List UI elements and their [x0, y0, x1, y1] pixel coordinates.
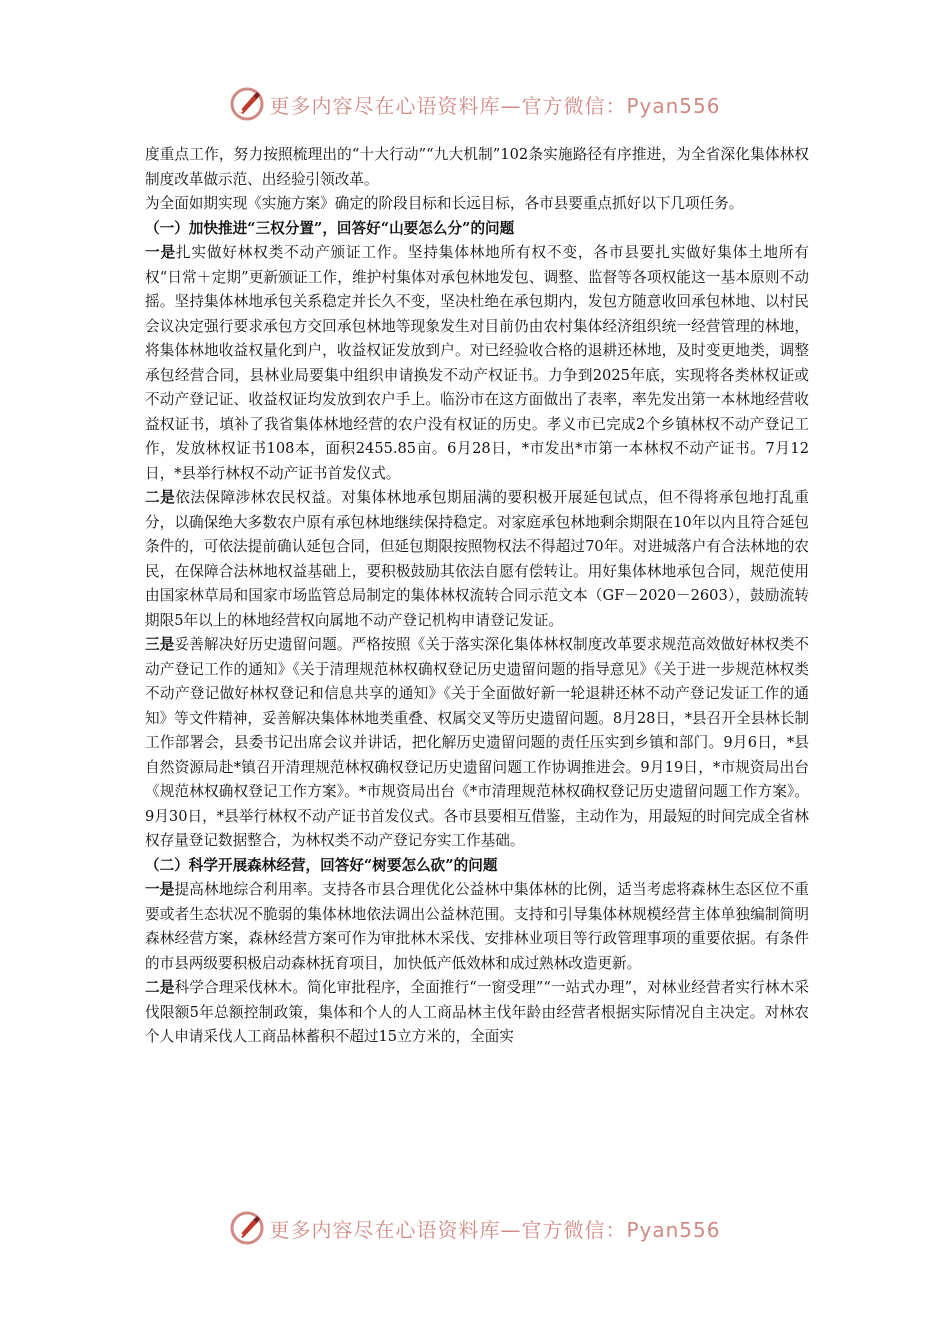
paragraph-text: 依法保障涉林农民权益。对集体林地承包期届满的要积极开展延包试点，但不得将承包地打乱重分，以确保绝大多数农户原有承包林地继续保持稳定。对家庭承包林地剩余期限在10年以内且符合延包条件的，可依法提前确认延包合同，但延包期限按照物权法不得超过70年。对进城落户有合法林地的农民，在保障合法林地权益基础上，要积极鼓励其依法自愿有偿转让。用好集体林地承包合同，规范使用由国家林草局和国家市场监管总局制定的集体林权流转合同示范文本（GF－2020－2603），鼓励流转期限5年以上的林地经营权向属地不动产登记机构申请登记发证。: [145, 489, 809, 629]
paragraph-text: 为全面如期实现《实施方案》确定的阶段目标和长远目标，各市县要重点抓好以下几项任务。: [145, 195, 744, 212]
paragraph-text: 妥善解决好历史遗留问题。严格按照《关于落实深化集体林权制度改革要求规范高效做好林权类不动产登记工作的通知》《关于清理规范林权确权登记历史遗留问题的指导意见》《关于进一步规范林权类不动产登记做好林权登记和信息共享的通知》《关于全面做好新一轮退耕还林不动产登记发证工作的通知》等文件精神，妥善解决集体林地类重叠、权属交叉等历史遗留问题。8月28日，*县召开全县林长制工作部署会，县委书记出席会议并讲话，把化解历史遗留问题的责任压实到乡镇和部门。9月6日，*县自然资源局赴*镇召开清理规范林权确权登记历史遗留问题工作协调推进会。9月19日，*市规资局出台《规范林权确权登记工作方案》。*市规资局出台《*市清理规范林权确权登记历史遗留问题工作方案》。9月30日，*县举行林权不动产证书首发仪式。各市县要相互借鉴，主动作为，用最短的时间完成全省林权存量登记数据整合，为林权类不动产登记夯实工作基础。: [145, 636, 809, 849]
body-paragraph: [145, 633, 809, 854]
body-paragraph: [145, 143, 809, 192]
body-paragraph: [145, 241, 809, 486]
watermark-banner-bottom: [0, 1206, 950, 1250]
paragraph-text: （二）科学开展森林经营，回答好“树要怎么砍”的问题: [145, 856, 498, 874]
paragraph-text: 科学合理采伐林木。简化审批程序，全面推行“一窗受理”“一站式办理”，对林业经营者实行林木采伐限额5年总额控制政策，集体和个人的人工商品林主伐年龄由经营者根据实际情况自主决定。对林农个人申请采伐人工商品林蓄积不超过15立方米的，全面实: [145, 979, 809, 1045]
body-paragraph: [145, 976, 809, 1050]
watermark-banner-top: [0, 82, 950, 126]
paragraph-text: 提高林地综合利用率。支持各市县合理优化公益林中集体林的比例，适当考虑将森林生态区位不重要或者生态状况不脆弱的集体林地依法调出公益林范围。支持和引导集体林规模经营主体单独编制简明森林经营方案，森林经营方案可作为审批林木采伐、安排林业项目等行政管理事项的重要依据。有条件的市县两级要积极启动森林抚育项目，加快低产低效林和成过熟林改造更新。: [145, 881, 809, 972]
paragraph-lead: 二是: [145, 979, 175, 996]
paragraph-lead: 三是: [145, 636, 175, 653]
body-paragraph: [145, 192, 809, 217]
paragraph-text: 扎实做好林权类不动产颁证工作。坚持集体林地所有权不变，各市县要扎实做好集体土地所有权“日常＋定期”更新颁证工作，维护村集体对承包林地发包、调整、监督等各项权能这一基本原则不动摇。坚持集体林地承包关系稳定并长久不变，坚决杜绝在承包期内，发包方随意收回承包林地、以村民会议决定强行要求承包方交回承包林地等现象发生对目前仍由农村集体经济组织统一经营管理的林地，将集体林地收益权量化到户，收益权证发放到户。对已经验收合格的退耕还林地，及时变更地类，调整承包经营合同，县林业局要集中组织申请换发不动产权证书。力争到2025年底，实现将各类林权证或不动产登记证、收益权证均发放到农户手上。临汾市在这方面做出了表率，率先发出第一本林地经营收益权证书，填补了我省集体林地经营的农户没有权证的历史。孝义市已完成2个乡镇林权不动产登记工作，发放林权证书108本，面积2455.85亩。6月28日，*市发出*市第一本林权不动产证书。7月12日，*县举行林权不动产证书首发仪式。: [145, 244, 809, 482]
paragraph-text: （一）加快推进“三权分置”，回答好“山要怎么分”的问题: [145, 219, 515, 237]
pen-nib-icon: [229, 1210, 265, 1246]
paragraph-text: 度重点工作，努力按照梳理出的“十大行动”“九大机制”102条实施路径有序推进，为全省深化集体林权制度改革做示范、出经验引领改革。: [145, 146, 809, 188]
section-heading: [145, 217, 809, 242]
section-heading: [145, 854, 809, 879]
body-paragraph: [145, 878, 809, 976]
pen-nib-icon: [229, 86, 265, 122]
paragraph-lead: 一是: [145, 244, 176, 261]
paragraph-lead: 一是: [145, 881, 175, 898]
watermark-text: 更多内容尽在心语资料库—官方微信：Pyan556: [269, 1217, 721, 1242]
watermark-text: 更多内容尽在心语资料库—官方微信：Pyan556: [269, 93, 721, 118]
paragraph-lead: 二是: [145, 489, 176, 506]
body-paragraph: [145, 486, 809, 633]
document-body: [145, 143, 809, 1050]
